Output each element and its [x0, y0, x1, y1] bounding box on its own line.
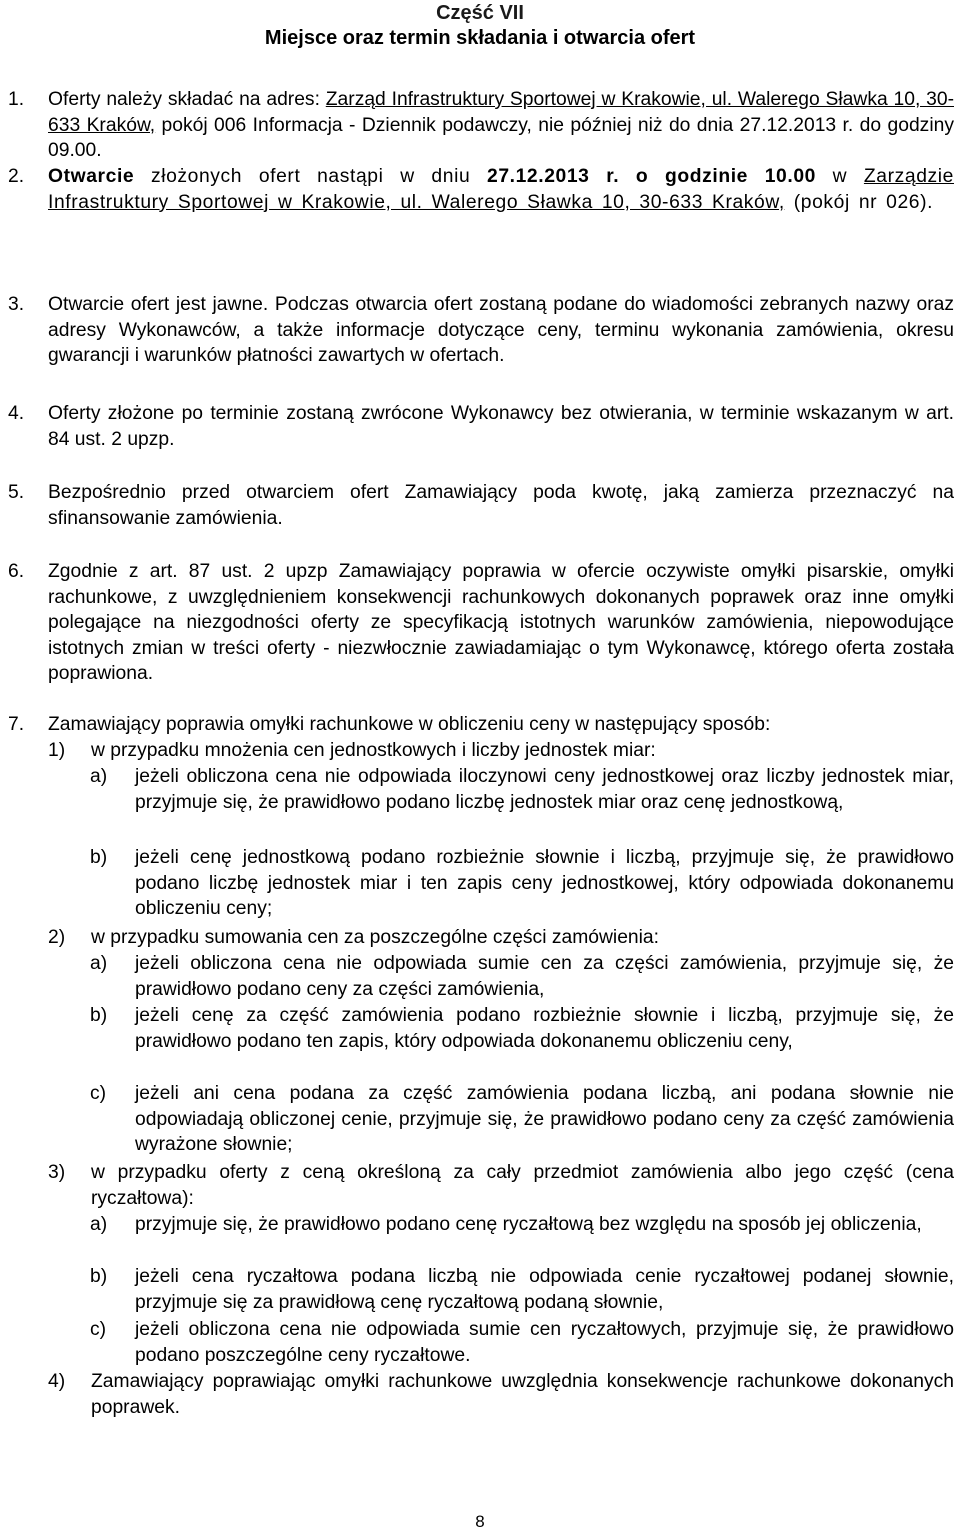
item-text: Bezpośrednio przed otwarciem ofert Zamawiający poda kwotę, jaką zamierza przeznaczyć na sfinansowanie zamówienia.	[48, 482, 954, 529]
item-number: 3.	[8, 294, 25, 315]
sub-item-1-a: a) jeżeli obliczona cena nie odpowiada iloczynowi ceny jednostkowej oraz liczby jednostek miar, przyjmuje się, że prawidłowo podano liczbę jednostek miar oraz cenę jednostkową,	[90, 766, 954, 813]
sub-item-number: 4)	[48, 1371, 66, 1392]
sub-item-number: 1)	[48, 740, 66, 761]
list-item-7	[8, 712, 954, 738]
sub-item-4	[48, 1369, 954, 1420]
item-text: Otwarcie złożonych ofert nastąpi w dniu 27.12.2013 r. o godzinie 10.00 w Zarządzie Infrastruktury Sportowej w Krakowie, ul. Walerego Sławka 10, 30-633 Kraków, (pokój nr 026).	[48, 166, 954, 213]
sub-item-3	[48, 1160, 954, 1211]
list-item-1	[8, 87, 954, 164]
item-text: Zamawiający poprawia omyłki rachunkowe w obliczeniu ceny w następujący sposób:	[48, 714, 771, 735]
sub-item-1-b: b) jeżeli cenę jednostkową podano rozbieżnie słownie i liczbą, przyjmuje się, że prawidłowo podano liczbę jednostek miar i ten zapis ceny jednostkowej, który odpowiada dokonanemu obliczeniu ceny;	[90, 847, 954, 919]
item-number: 1.	[8, 89, 25, 110]
item-text: Zgodnie z art. 87 ust. 2 upzp Zamawiający poprawia w ofercie oczywiste omyłki pisarskie, omyłki rachunkowe, z uwzględnieniem konsekwencji rachunkowych dokonanych poprawek oraz inne omyłki polegające na niezgodności oferty ze specyfikacją istotnych warunków zamówienia, niepowodujące istotnych zmian w treści oferty - niezwłocznie zawiadamiając o tym Wykonawcę, którego oferta została poprawiona.	[48, 561, 954, 684]
list-item-5	[8, 480, 954, 531]
sub-item-text: Zamawiający poprawiając omyłki rachunkowe uwzględnia konsekwencje rachunkowe dokonanych poprawek.	[91, 1371, 954, 1418]
list-item-3	[8, 292, 954, 369]
section-title: Miejsce oraz termin składania i otwarcia ofert	[264, 27, 696, 49]
item-text: Otwarcie ofert jest jawne. Podczas otwarcia ofert zostaną podane do wiadomości zebranych nazwy oraz adresy Wykonawców, a także informacje dotyczące ceny, terminu wykonania zamówienia, okresu gwarancji i warunków płatności zawartych w ofertach.	[48, 294, 954, 366]
sub-item-3-b: b) jeżeli cena ryczałtowa podana liczbą nie odpowiada cenie ryczałtowej podanej słownie, przyjmuje się za prawidłową cenę ryczałtową podaną słownie,	[90, 1266, 954, 1313]
item-number: 7.	[8, 714, 25, 735]
list-item-6	[8, 559, 954, 687]
sub-item-text: w przypadku mnożenia cen jednostkowych i liczby jednostek miar:	[91, 740, 656, 761]
page-number: 8	[475, 1512, 485, 1531]
item-number: 2.	[8, 166, 25, 187]
sub-item-2-c: c) jeżeli ani cena podana za część zamówienia podana liczbą, ani podana słownie nie odpowiadają obliczonej cenie, przyjmuje się, że prawidłowo podano ceny za część zamówienia wyrażone słownie;	[90, 1083, 954, 1155]
sub-item-number: 2)	[48, 927, 66, 948]
sub-item-number: 3)	[48, 1162, 66, 1183]
list-item-2	[8, 164, 954, 215]
item-text: Oferty należy składać na adres: Zarząd Infrastruktury Sportowej w Krakowie, ul. Walerego Sławka 10, 30-633 Kraków, pokój 006 Informacja - Dziennik podawczy, nie później niż do dnia 27.12.2013 r. do godziny 09.00.	[48, 89, 954, 161]
sub-item-1	[48, 738, 954, 764]
sub-item-3-c: c) jeżeli obliczona cena nie odpowiada sumie cen ryczałtowych, przyjmuje się, że prawidłowo podano poszczególne ceny ryczałtowe.	[90, 1319, 954, 1366]
sub-item-2	[48, 925, 954, 951]
sub-item-text: w przypadku oferty z ceną określoną za cały przedmiot zamówienia albo jego część (cena ryczałtowa):	[91, 1162, 954, 1209]
sub-item-2-a: a) jeżeli obliczona cena nie odpowiada sumie cen za części zamówienia, przyjmuje się, że prawidłowo podano ceny za części zamówienia,	[90, 953, 954, 1000]
item-number: 5.	[8, 482, 25, 503]
sub-item-text: w przypadku sumowania cen za poszczególne części zamówienia:	[91, 927, 660, 948]
list-item-4	[8, 401, 954, 452]
item-number: 4.	[8, 403, 25, 424]
item-text: Oferty złożone po terminie zostaną zwrócone Wykonawcy bez otwierania, w terminie wskazanym w art. 84 ust. 2 upzp.	[48, 403, 954, 450]
sub-item-3-a: a) przyjmuje się, że prawidłowo podano cenę ryczałtową bez względu na sposób jej obliczenia,	[90, 1214, 922, 1235]
item-number: 6.	[8, 561, 25, 582]
sub-item-2-b: b) jeżeli cenę za część zamówienia podano rozbieżnie słownie i liczbą, przyjmuje się, że prawidłowo podano ten zapis, który odpowiada dokonanemu obliczeniu ceny,	[90, 1005, 954, 1052]
part-heading: Część VII	[436, 2, 524, 24]
